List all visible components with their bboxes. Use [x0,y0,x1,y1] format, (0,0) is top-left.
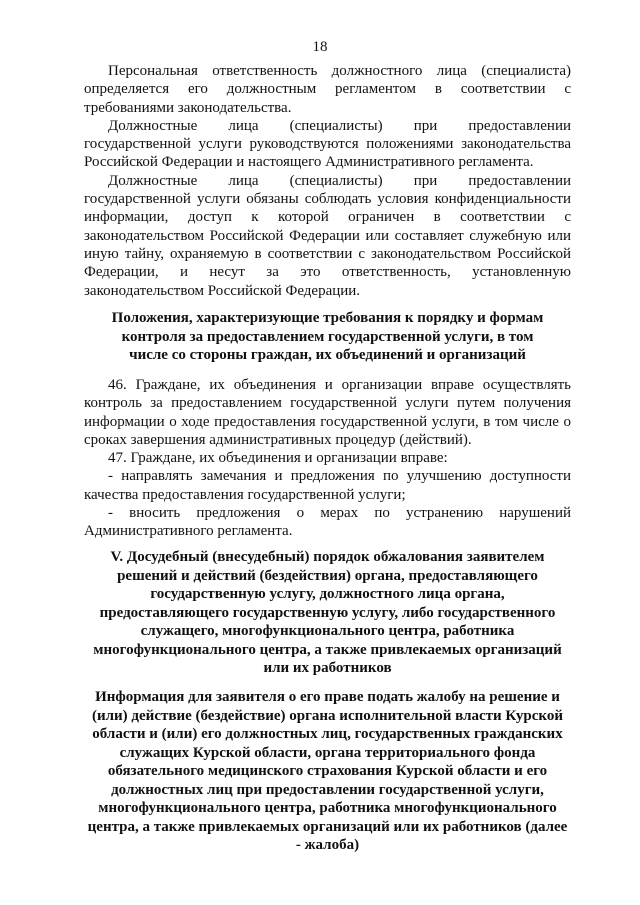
heading-section-v: V. Досудебный (внесудебный) порядок обжалования заявителем решений и действий (бездействия) органа, предоставляющего государственную услугу, должностного лица органа, предоставляющего государственную услугу, либо государственного служащего, многофункционального центра, работника многофункционального центра, а также привлекаемых организаций или их работников [93,549,562,676]
citizen-control-section [84,376,571,541]
list-item-proposals: - вносить предложения о мерах по устранению нарушений Административного регламента. [84,505,571,540]
paragraph-47: 47. Граждане, их объединения и организации вправе: [108,450,448,467]
paragraph-46: 46. Граждане, их объединения и организации вправе осуществлять контроль за предоставлением государственной услуги путем получения информации о ходе предоставления государственной услуги, в том числе о сроках завершения административных процедур (действий). [84,377,571,448]
paragraph-personal-responsibility: Персональная ответственность должностного лица (специалиста) определяется его должностным регламентом в соответствии с требованиями законодательства. [84,63,571,116]
heading-complaint-info: Информация для заявителя о его праве подать жалобу на решение и (или) действие (бездействие) органа исполнительной власти Курской области и (или) его должностных лиц, государственных гражданских служащих Курской области, органа территориального фонда обязательного медицинского страхования Курской области и его должностных лиц при предоставлении государственной услуги, многофункционального центра, работника многофункционального центра, а также привлекаемых организаций или их работников (далее - жалоба) [87,689,568,853]
paragraph-confidentiality: Должностные лица (специалисты) при предоставлении государственной услуги обязаны соблюдать условия конфиденциальности информации, доступ к которой ограничен в соответствии с законодательством Российской Федерации или составляет служебную или иную тайну, охраняемую в соответствии с законодательством Российской Федерации, и несут за это ответственность, установленную законодательством Российской Федерации. [84,172,571,299]
paragraph-officials-guided: Должностные лица (специалисты) при предоставлении государственной услуги руководствуются положениями законодательства Российской Федерации и настоящего Административного регламента. [84,117,571,171]
page-number: 18 [312,39,328,55]
responsibility-section [84,62,571,300]
heading-control-requirements: Положения, характеризующие требования к порядку и формам контроля за предоставлением государственной услуги, в том числе со стороны граждан, их объединений и организаций [111,310,544,363]
list-item-remarks: - направлять замечания и предложения по улучшению доступности качества предоставления государственной услуги; [84,468,571,503]
